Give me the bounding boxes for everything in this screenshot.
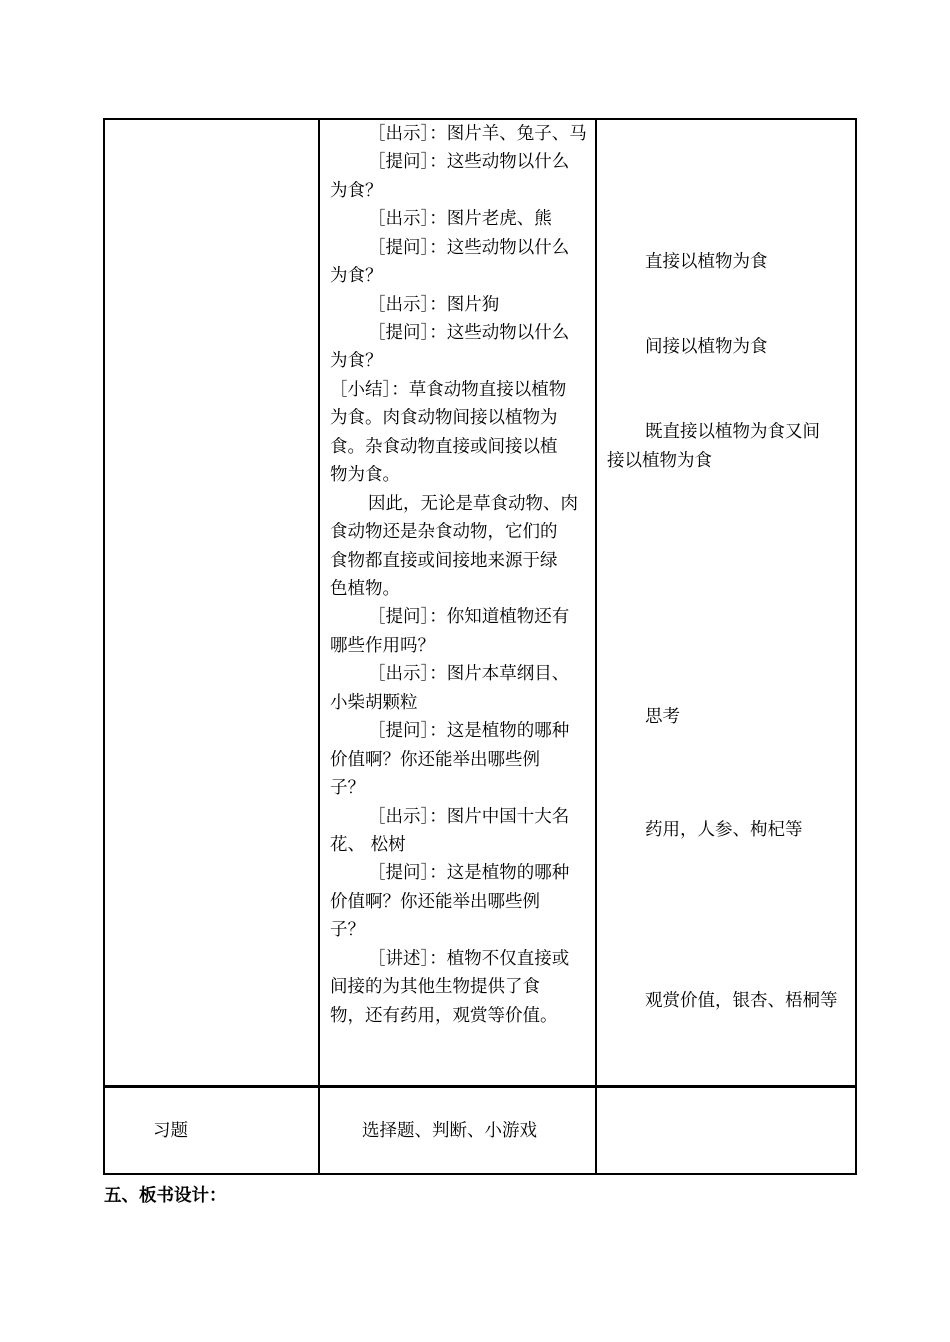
activity-line: 子？ [330, 920, 365, 940]
activity-line: 价值啊？你还能举出哪些例 [330, 750, 540, 770]
column-divider-2 [595, 118, 597, 1175]
activity-line: ［小结］：草食动物直接以植物 [330, 380, 567, 400]
activity-line: 子？ [330, 778, 365, 798]
activity-line: 物为食。 [330, 465, 400, 485]
table-top-border [103, 118, 857, 120]
activity-line: 为食？ [330, 181, 383, 201]
student-line: 药用，人参、枸杞等 [645, 820, 803, 840]
activity-line: ［提问］：这些动物以什么 [368, 238, 570, 258]
activity-line: 食动物还是杂食动物，它们的 [330, 522, 558, 542]
activity-line: ［讲述］：植物不仅直接或 [368, 949, 570, 969]
activity-line: ［提问］：你知道植物还有 [368, 607, 570, 627]
activity-line: 花、 松树 [330, 835, 406, 855]
activity-line: 小柴胡颗粒 [330, 693, 418, 713]
row-divider [103, 1085, 857, 1088]
activity-line: 为食。肉食动物间接以植物为 [330, 408, 558, 428]
lesson-table [103, 118, 857, 1175]
activity-line: ［提问］：这是植物的哪种 [368, 721, 570, 741]
activity-line: 间接的为其他生物提供了食 [330, 977, 540, 997]
student-line: 既直接以植物为食又间 [645, 422, 820, 442]
section-heading: 五、板书设计： [104, 1186, 227, 1206]
activity-line: 食。杂食动物直接或间接以植 [330, 437, 558, 457]
activity-line: ［出示］：图片本草纲目、 [368, 664, 570, 684]
activity-line: ［提问］：这些动物以什么 [368, 152, 570, 172]
exercise-label: 习题 [153, 1121, 188, 1141]
column-divider-1 [318, 118, 320, 1175]
activity-line: 哪些作用吗？ [330, 636, 435, 656]
activity-line: 色植物。 [330, 579, 400, 599]
activity-line: ［出示］：图片老虎、熊 [368, 209, 552, 229]
activity-line: 为食？ [330, 351, 383, 371]
activity-line: 物，还有药用，观赏等价值。 [330, 1006, 558, 1026]
student-line: 接以植物为食 [607, 451, 712, 471]
table-bottom-border [103, 1173, 857, 1175]
student-line: 思考 [645, 707, 680, 727]
exercise-content: 选择题、判断、小游戏 [362, 1121, 537, 1141]
activity-line: ［提问］：这些动物以什么 [368, 323, 570, 343]
table-right-border [855, 118, 857, 1175]
activity-line: ［出示］：图片中国十大名 [368, 807, 570, 827]
activity-line: 因此，无论是草食动物、肉 [368, 494, 578, 514]
activity-line: ［提问］：这是植物的哪种 [368, 863, 570, 883]
activity-line: 食物都直接或间接地来源于绿 [330, 551, 558, 571]
student-line: 间接以植物为食 [645, 337, 768, 357]
activity-line: ［出示］：图片狗 [368, 295, 500, 315]
table-left-border [103, 118, 105, 1175]
activity-line: ［出示］：图片羊、兔子、马 [368, 124, 587, 144]
student-line: 直接以植物为食 [645, 252, 768, 272]
student-line: 观赏价值，银杏、梧桐等 [645, 991, 838, 1011]
activity-line: 为食？ [330, 266, 383, 286]
activity-line: 价值啊？你还能举出哪些例 [330, 892, 540, 912]
